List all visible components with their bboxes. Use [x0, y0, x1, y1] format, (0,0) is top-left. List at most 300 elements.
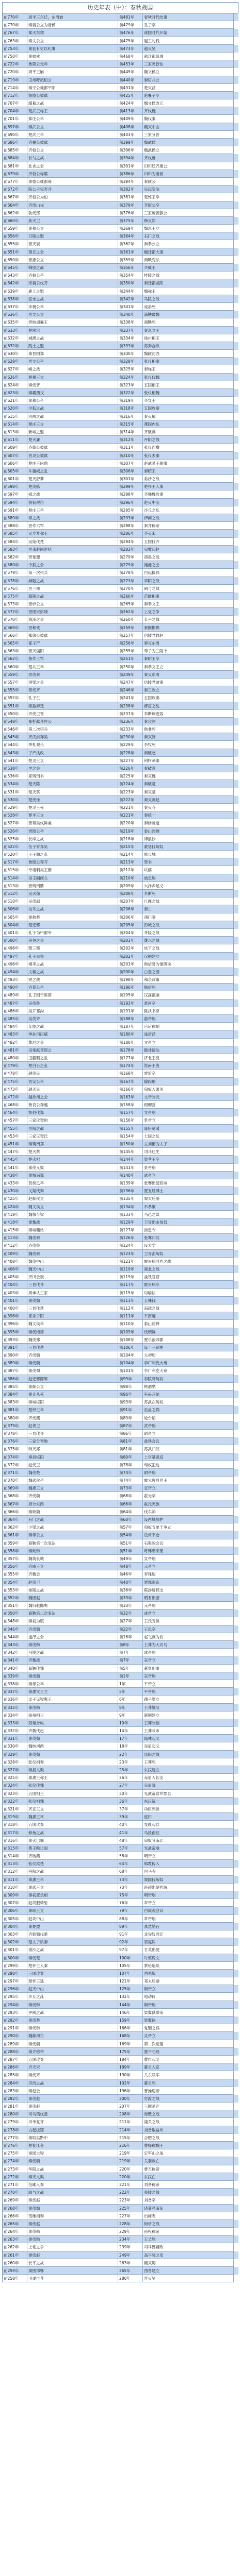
left-year-cell: 前485年: [3, 1015, 27, 1023]
right-event-cell: 置五经博士: [143, 1187, 234, 1195]
left-year-cell: 前557年: [3, 679, 27, 686]
right-event-cell: 设西域都护: [143, 1516, 234, 1523]
left-event-cell: 魏纳河西: [27, 1742, 118, 1750]
left-event-cell: 秦城南郑: [27, 1172, 118, 1179]
left-year-cell: 前487年: [3, 999, 27, 1007]
left-event-cell: 秦围邯郸: [27, 2267, 118, 2275]
right-year-cell: 105年: [118, 1962, 143, 1970]
right-event-cell: 曹操迎帝: [143, 2087, 234, 2095]
left-event-cell: 晋围宋彭城: [27, 608, 118, 616]
right-year-cell: 前86年: [118, 1430, 143, 1437]
table-row: [3, 2009, 238, 2016]
left-event-cell: 张仪相秦: [27, 1758, 118, 1766]
table-row: [3, 452, 238, 460]
right-year-cell: 前249年: [118, 671, 143, 679]
table-row: [3, 1445, 238, 1453]
right-year-cell: 前330年: [118, 350, 143, 358]
left-event-cell: 楚怀王逃: [27, 1977, 118, 1985]
left-event-cell: 齐伐魏: [27, 1351, 118, 1359]
right-year-cell: 前260年: [118, 616, 143, 623]
left-event-cell: 秦伐魏: [27, 2205, 118, 2212]
left-year-cell: 前546年: [3, 725, 27, 733]
right-event-cell: 张仪连横: [143, 444, 234, 451]
right-event-cell: 魏武侯: [143, 139, 234, 146]
right-year-cell: 前156年: [118, 1116, 143, 1124]
right-year-cell: 5年: [118, 1688, 143, 1696]
table-row: [3, 1070, 238, 1077]
right-year-cell: 36年: [118, 1798, 143, 1805]
right-event-cell: 黄巾起义: [143, 2056, 234, 2063]
left-year-cell: 前453年: [3, 1132, 27, 1140]
left-event-cell: 秦霸西戎: [27, 389, 118, 397]
right-event-cell: 五铢钱: [143, 1297, 234, 1304]
table-row: [3, 639, 238, 647]
right-year-cell: 前74年: [118, 1477, 143, 1484]
right-year-cell: 前87年: [118, 1422, 143, 1430]
right-year-cell: 前223年: [118, 788, 143, 796]
left-year-cell: 前475年: [3, 1078, 27, 1086]
right-year-cell: 前359年: [118, 256, 143, 264]
left-event-cell: 楚迁都: [27, 921, 118, 929]
left-event-cell: 秦伐韩: [27, 2001, 118, 2009]
table-row: [3, 2016, 238, 2024]
left-year-cell: 前370年: [3, 1477, 27, 1484]
right-year-cell: 前74年: [118, 1469, 143, 1477]
left-event-cell: 柏举之战: [27, 905, 118, 913]
right-event-cell: 梁冀弑质帝: [143, 2009, 234, 2016]
left-year-cell: 前650年: [3, 256, 27, 264]
right-event-cell: 顺帝崩: [143, 2001, 234, 2009]
left-year-cell: 前457年: [3, 1116, 27, 1124]
table-row: [3, 1492, 238, 1500]
table-row: [3, 788, 238, 796]
right-year-cell: 前293年: [118, 514, 143, 522]
left-event-cell: 齐伐燕: [27, 1414, 118, 1422]
table-row: [3, 999, 238, 1007]
left-event-cell: 张仪欺楚: [27, 1860, 118, 1868]
right-event-cell: 李斯死: [143, 890, 234, 897]
left-event-cell: 斗越椒之乱: [27, 467, 118, 475]
right-event-cell: 韩非死: [143, 725, 234, 733]
left-year-cell: 前707年: [3, 99, 27, 107]
right-year-cell: 前73年: [118, 1484, 143, 1492]
left-year-cell: 前573年: [3, 600, 27, 608]
left-event-cell: 周承认三家: [27, 1289, 118, 1297]
right-year-cell: 17年: [118, 1735, 143, 1742]
left-event-cell: 齐景公卒: [27, 984, 118, 991]
right-event-cell: 昭帝立: [143, 1430, 234, 1437]
right-event-cell: 汉高祖崩: [143, 991, 234, 999]
right-event-cell: 均输法: [143, 1289, 234, 1297]
right-year-cell: 前57年: [118, 1523, 143, 1531]
left-year-cell: 前552年: [3, 694, 27, 702]
table-row: [3, 483, 238, 490]
left-year-cell: 前677年: [3, 178, 27, 185]
right-year-cell: 前391年: [118, 162, 143, 170]
left-event-cell: 齐懿公被弑: [27, 444, 118, 451]
table-row: [3, 420, 238, 428]
left-year-cell: 前403年: [3, 1289, 27, 1297]
left-year-cell: 前355年: [3, 1570, 27, 1578]
table-row: [3, 1742, 238, 1750]
left-event-cell: 三家分晋地: [27, 1437, 118, 1445]
left-event-cell: 五国攻秦: [27, 2056, 118, 2063]
right-event-cell: 刘备卒: [143, 2196, 234, 2204]
left-year-cell: 前301年: [3, 1946, 27, 1954]
left-year-cell: 前356年: [3, 1563, 27, 1570]
right-event-cell: 匈奴犯边: [143, 1461, 234, 1469]
left-event-cell: 晋阳之战: [27, 1125, 118, 1132]
left-event-cell: 楚白公之乱: [27, 1062, 118, 1070]
right-year-cell: 前323年: [118, 381, 143, 389]
left-year-cell: 前555年: [3, 686, 27, 694]
left-year-cell: 前405年: [3, 1273, 27, 1281]
table-row: [3, 2024, 238, 2032]
left-year-cell: 前506年: [3, 905, 27, 913]
table-row: [3, 460, 238, 467]
left-event-cell: 楚伐陈: [27, 483, 118, 490]
right-event-cell: 立刘彻为太子: [143, 1140, 234, 1148]
left-year-cell: 前635年: [3, 318, 27, 326]
table-row: [3, 1265, 238, 1273]
left-event-cell: 三家灭智氏: [27, 1132, 118, 1140]
right-year-cell: 前180年: [118, 1030, 143, 1038]
table-row: [3, 1101, 238, 1109]
right-event-cell: 秦攻赵: [143, 718, 234, 725]
right-event-cell: 春秋时代结束: [143, 13, 234, 21]
left-event-cell: 齐魏战: [27, 1656, 118, 1664]
left-year-cell: 前378年: [3, 1430, 27, 1437]
right-event-cell: 齐威王: [143, 264, 234, 272]
left-event-cell: 鸡泽之会: [27, 616, 118, 623]
left-year-cell: 前544年: [3, 741, 27, 749]
table-row: [3, 2251, 238, 2259]
left-event-cell: 鲁隐公被弑: [27, 92, 118, 99]
right-year-cell: 前80年: [118, 1453, 143, 1461]
left-event-cell: 范雎入秦: [27, 2181, 118, 2189]
left-year-cell: 前441年: [3, 1164, 27, 1172]
right-event-cell: 昆阳之战: [143, 1751, 234, 1758]
left-year-cell: 前538年: [3, 765, 27, 772]
right-year-cell: 前322年: [118, 389, 143, 397]
right-event-cell: 孔子卒: [143, 21, 234, 29]
left-event-cell: 河曲之战: [27, 413, 118, 420]
left-event-cell: 韩原之战: [27, 264, 118, 272]
table-row: [3, 389, 238, 397]
left-event-cell: 郑子产: [27, 639, 118, 647]
table-title: 历史年表（中）：春秋战国: [3, 3, 238, 13]
right-event-cell: 越王勾践: [143, 37, 234, 45]
left-year-cell: 前528年: [3, 811, 27, 819]
right-year-cell: 前333年: [118, 342, 143, 350]
left-event-cell: 齐破燕: [27, 1852, 118, 1860]
left-year-cell: 前667年: [3, 193, 27, 201]
right-year-cell: 前409年: [118, 115, 143, 123]
left-year-cell: 前272年: [3, 2173, 27, 2181]
left-year-cell: 前609年: [3, 444, 27, 451]
right-year-cell: 8年: [118, 1704, 143, 1711]
left-year-cell: 前520年: [3, 851, 27, 858]
left-event-cell: 三晋伐楚: [27, 1304, 118, 1312]
right-event-cell: 明帝立: [143, 1852, 234, 1860]
left-year-cell: 前681年: [3, 162, 27, 170]
left-year-cell: 前445年: [3, 1156, 27, 1163]
right-year-cell: 前273年: [118, 577, 143, 585]
right-year-cell: 前256年: [118, 639, 143, 647]
left-event-cell: 赵迁都邯郸: [27, 1375, 118, 1383]
left-event-cell: 韩灭郑: [27, 1445, 118, 1453]
right-event-cell: 韩灭郑: [143, 217, 234, 225]
left-year-cell: 前512年: [3, 890, 27, 897]
right-year-cell: 前54年: [118, 1531, 143, 1539]
left-event-cell: 田常弑齐简公: [27, 1046, 118, 1054]
right-year-cell: 前207年: [118, 897, 143, 905]
left-event-cell: 修鱼之战: [27, 1829, 118, 1837]
right-event-cell: 潍水之战: [143, 937, 234, 944]
right-year-cell: 前475年: [118, 37, 143, 45]
right-year-cell: 前408年: [118, 123, 143, 131]
table-row: [3, 663, 238, 671]
left-year-cell: 前279年: [3, 2118, 27, 2126]
right-year-cell: 前134年: [118, 1203, 143, 1211]
right-event-cell: 荀子为兰陵令: [143, 647, 234, 655]
left-year-cell: 前404年: [3, 1281, 27, 1289]
right-event-cell: 除肉刑: [143, 1078, 234, 1086]
right-year-cell: 前481年: [118, 13, 143, 21]
right-event-cell: 井陉之战: [143, 929, 234, 937]
left-year-cell: 前396年: [3, 1320, 27, 1328]
right-event-cell: 梁孝王卒: [143, 1156, 234, 1163]
right-year-cell: 前135年: [118, 1195, 143, 1202]
left-year-cell: 前480年: [3, 1054, 27, 1062]
left-event-cell: 沙丘之乱: [27, 1993, 118, 2001]
table-row: [3, 272, 238, 279]
left-event-cell: 司马错伐楚: [27, 2110, 118, 2118]
left-year-cell: 前359年: [3, 1539, 27, 1547]
left-event-cell: 齐襄公被弑: [27, 139, 118, 146]
left-event-cell: 齐灭宋: [27, 2063, 118, 2071]
right-event-cell: 章帝崩: [143, 1915, 234, 1923]
right-year-cell: 前68年: [118, 1492, 143, 1500]
left-event-cell: 齐宣王立: [27, 1805, 118, 1813]
right-year-cell: 前222年: [118, 796, 143, 804]
right-event-cell: 渑池之会: [143, 561, 234, 569]
right-year-cell: 前48年: [118, 1563, 143, 1570]
table-row: [3, 1594, 238, 1602]
table-row: [3, 913, 238, 921]
right-event-cell: 韩信死: [143, 984, 234, 991]
left-year-cell: 前341年: [3, 1656, 27, 1664]
right-event-cell: 设常平仓: [143, 1531, 234, 1539]
left-event-cell: 秦取巫黔中: [27, 2134, 118, 2142]
table-row: [3, 490, 238, 498]
left-event-cell: 秦伐晋: [27, 381, 118, 389]
left-event-cell: 孔子去鲁: [27, 953, 118, 960]
right-year-cell: 前270年: [118, 585, 143, 592]
right-event-cell: 匈奴分南北: [143, 1837, 234, 1844]
table-row: [3, 139, 238, 146]
left-event-cell: 齐伐鲁: [27, 1242, 118, 1249]
right-event-cell: 赵飞燕为后: [143, 1633, 234, 1641]
right-event-cell: 上官桀谋反: [143, 1453, 234, 1461]
left-event-cell: 秦伐赵: [27, 2196, 118, 2204]
left-event-cell: 鲁初税亩: [27, 499, 118, 506]
right-event-cell: 官渡之战: [143, 2095, 234, 2103]
left-year-cell: 前270年: [3, 2189, 27, 2196]
table-row: [3, 1860, 238, 1868]
chronology-table: [2, 2, 238, 2282]
table-row: [3, 1030, 238, 1038]
right-year-cell: 前316年: [118, 413, 143, 420]
left-event-cell: 堕三都: [27, 944, 118, 952]
table-row: [3, 318, 238, 326]
table-row: [3, 905, 238, 913]
table-row: [3, 1281, 238, 1289]
right-event-cell: 佛教传入: [143, 1860, 234, 1868]
left-year-cell: 前387年: [3, 1367, 27, 1375]
right-year-cell: 166年: [118, 2024, 143, 2032]
table-row: [3, 694, 238, 702]
left-year-cell: 前307年: [3, 1899, 27, 1907]
left-event-cell: 晋伐齐: [27, 686, 118, 694]
right-year-cell: 30年: [118, 1790, 143, 1798]
left-year-cell: 前483年: [3, 1030, 27, 1038]
table-row: [3, 131, 238, 139]
left-event-cell: 吴寿梦称王: [27, 530, 118, 537]
right-year-cell: 前140年: [118, 1172, 143, 1179]
table-row: [3, 264, 238, 272]
left-event-cell: 郑杀子阳: [27, 1312, 118, 1320]
right-year-cell: 前241年: [118, 694, 143, 702]
right-event-cell: 许慎说文: [143, 1954, 234, 1962]
table-row: [3, 749, 238, 757]
table-row: [3, 1633, 238, 1641]
right-event-cell: 梁冀诛: [143, 2016, 234, 2024]
left-year-cell: 前606年: [3, 460, 27, 467]
table-row: [3, 1547, 238, 1555]
left-event-cell: 新城之盟: [27, 428, 118, 436]
left-year-cell: 前624年: [3, 381, 27, 389]
right-year-cell: 前139年: [118, 1179, 143, 1187]
table-row: [3, 624, 238, 632]
left-year-cell: 前514年: [3, 874, 27, 882]
right-year-cell: 前425年: [118, 92, 143, 99]
left-year-cell: 前332年: [3, 1727, 27, 1735]
table-row: [3, 2149, 238, 2157]
left-year-cell: 前351年: [3, 1602, 27, 1609]
left-event-cell: 北杏之会: [27, 162, 118, 170]
table-row: [3, 1899, 238, 1907]
left-year-cell: 前294年: [3, 2001, 27, 2009]
left-event-cell: 楚庄王立: [27, 420, 118, 428]
right-year-cell: 前108年: [118, 1336, 143, 1344]
left-year-cell: 前522年: [3, 843, 27, 851]
left-year-cell: 前424年: [3, 1203, 27, 1211]
left-year-cell: 前268年: [3, 2205, 27, 2212]
left-event-cell: 宋襄公卒: [27, 303, 118, 311]
left-event-cell: 秦惠文王立: [27, 1688, 118, 1696]
table-row: [3, 1187, 238, 1195]
right-year-cell: 1年: [118, 1680, 143, 1688]
right-year-cell: 48年: [118, 1837, 143, 1844]
left-year-cell: 前486年: [3, 1007, 27, 1015]
right-event-cell: 三家废晋静公: [143, 209, 234, 217]
table-row: [3, 890, 238, 897]
left-event-cell: 晋惠公立: [27, 256, 118, 264]
right-event-cell: 明帝崩: [143, 1891, 234, 1899]
left-event-cell: 城濮之战: [27, 334, 118, 342]
right-event-cell: 魏文侯立: [143, 68, 234, 76]
right-event-cell: 王莽为大司马: [143, 1641, 234, 1649]
right-year-cell: 前386年: [118, 170, 143, 178]
right-year-cell: 前33年: [118, 1602, 143, 1609]
left-year-cell: 前376年: [3, 1437, 27, 1445]
right-year-cell: 前225年: [118, 772, 143, 780]
left-event-cell: 越伐吴: [27, 1070, 118, 1077]
left-event-cell: 晋荀吴伐鲜虞: [27, 819, 118, 827]
left-year-cell: 前468年: [3, 1101, 27, 1109]
left-event-cell: 智伯伐郑: [27, 1109, 118, 1116]
right-year-cell: 前188年: [118, 1015, 143, 1023]
table-row: [3, 1226, 238, 1234]
left-year-cell: 前664年: [3, 201, 27, 209]
left-year-cell: 前559年: [3, 671, 27, 679]
right-year-cell: 前394年: [118, 154, 143, 162]
left-year-cell: 前381年: [3, 1406, 27, 1414]
right-year-cell: 265年: [118, 2267, 143, 2275]
right-year-cell: 前259年: [118, 624, 143, 632]
left-year-cell: 前379年: [3, 1422, 27, 1430]
right-event-cell: 地动仪: [143, 1993, 234, 2001]
right-event-cell: 伐朝鲜: [143, 1328, 234, 1336]
table-row: [3, 1062, 238, 1070]
right-year-cell: 前7年: [118, 1656, 143, 1664]
right-event-cell: 齐宣王: [143, 397, 234, 404]
left-event-cell: 赵伐卫: [27, 1579, 118, 1586]
right-year-cell: 184年: [118, 2056, 143, 2063]
table-row: [3, 968, 238, 976]
right-event-cell: 秦孝文王立: [143, 663, 234, 671]
right-year-cell: 前8年: [118, 1641, 143, 1649]
right-year-cell: 前191年: [118, 1007, 143, 1015]
right-event-cell: 秦灭魏: [143, 772, 234, 780]
table-row: [3, 2181, 238, 2189]
left-event-cell: 逢泽之会: [27, 1633, 118, 1641]
left-year-cell: 前637年: [3, 303, 27, 311]
left-year-cell: 前286年: [3, 2063, 27, 2071]
right-event-cell: 文帝崩: [143, 1109, 234, 1116]
left-event-cell: 秦伐义渠: [27, 1164, 118, 1172]
right-year-cell: 前115年: [118, 1289, 143, 1297]
left-event-cell: 魏筑长城: [27, 1555, 118, 1563]
right-year-cell: 前479年: [118, 21, 143, 29]
right-event-cell: 霍去病卒: [143, 1281, 234, 1289]
right-event-cell: 卫青出击匈奴: [143, 1218, 234, 1226]
right-event-cell: 秦惠文王: [143, 327, 234, 334]
left-event-cell: 华阳之战: [27, 2165, 118, 2173]
left-event-cell: 商鞅伐魏: [27, 1665, 118, 1672]
table-row: [3, 1523, 238, 1531]
right-year-cell: 58年: [118, 1852, 143, 1860]
left-year-cell: 前569年: [3, 624, 27, 632]
left-year-cell: 前393年: [3, 1336, 27, 1344]
table-row: [3, 1579, 238, 1586]
left-event-cell: 令狐之会: [27, 561, 118, 569]
right-year-cell: 前251年: [118, 655, 143, 663]
right-event-cell: 王莽死: [143, 1758, 234, 1766]
table-row: [3, 874, 238, 882]
right-year-cell: 前51年: [118, 1547, 143, 1555]
